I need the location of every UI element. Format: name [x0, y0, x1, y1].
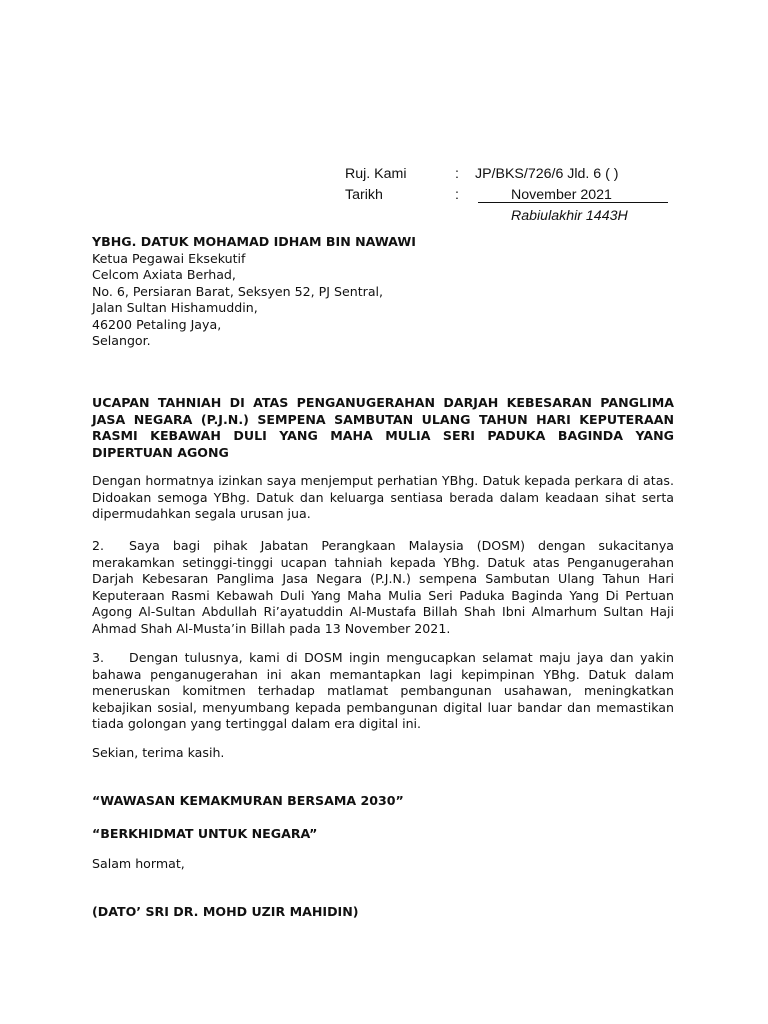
paragraph-number: 3.: [92, 650, 105, 665]
paragraph-line: Keputeraan Rasmi Kebawah Duli Yang Maha Mulia Seri Paduka Baginda Yang Di Pertuan: [92, 587, 674, 603]
paragraph-number: 2.: [92, 538, 105, 553]
paragraph-text: Dengan tulusnya, kami di DOSM ingin mengucapkan selamat maju jaya dan yakin: [129, 650, 674, 665]
salutation: Salam hormat,: [92, 856, 185, 871]
paragraph-line: Agong Al-Sultan Abdullah Ri’ayatuddin Al-Mustafa Billah Shah Ibni Almarhum Sultan Haji: [92, 604, 674, 619]
paragraph-line: tiada golongan yang tertinggal dalam era digital ini.: [92, 716, 422, 731]
paragraph-line: Ahmad Shah Al-Musta’in Billah pada 13 November 2021.: [92, 620, 451, 636]
paragraph-line: merakamkan setinggi-tinggi ucapan tahniah kepada YBhg. Datuk atas Penganugerahan: [92, 554, 674, 570]
paragraph-line: Darjah Kebesaran Panglima Jasa Negara (P.J.N.) sempena Sambutan Ulang Tahun Hari: [92, 571, 674, 586]
paragraph-3: [92, 650, 674, 733]
ref-label-tarikh: Tarikh: [345, 187, 383, 203]
recipient-block: [92, 234, 674, 350]
hijri-date: Rabiulakhir 1443H: [511, 208, 628, 224]
ref-value-tarikh: November 2021: [511, 187, 612, 203]
paragraph-line: Dengan hormatnya izinkan saya menjemput perhatian YBhg. Datuk kepada perkara di atas.: [92, 473, 674, 488]
paragraph-line: Didoakan semoga YBhg. Datuk dan keluarga sentiasa berada dalam keadaan sihat serta: [92, 489, 674, 505]
recipient-line: Celcom Axiata Berhad,: [92, 267, 236, 282]
recipient-line: No. 6, Persiaran Barat, Seksyen 52, PJ Sentral,: [92, 283, 384, 299]
paragraph-line: meneruskan komitmen terhadap matlamat pembangunan usahawan, meningkatkan: [92, 683, 674, 698]
paragraph-line: [92, 650, 674, 667]
motto-wawasan: “WAWASAN KEMAKMURAN BERSAMA 2030”: [92, 793, 404, 808]
paragraph-line: dipermudahkan segala urusan jua.: [92, 506, 311, 521]
signatory-name: (DATO’ SRI DR. MOHD UZIR MAHIDIN): [92, 904, 359, 919]
recipient-line: Ketua Pegawai Eksekutif: [92, 250, 246, 266]
motto-berkhidmat: “BERKHIDMAT UNTUK NEGARA”: [92, 826, 318, 841]
paragraph-line: [92, 538, 674, 555]
subject-line: UCAPAN TAHNIAH DI ATAS PENGANUGERAHAN DARJAH KEBESARAN PANGLIMA: [92, 395, 674, 410]
subject-heading: [92, 395, 674, 461]
ref-label-ruj: Ruj. Kami: [345, 166, 407, 182]
subject-line: RASMI KEBAWAH DULI YANG MAHA MULIA SERI PADUKA BAGINDA YANG: [92, 428, 674, 443]
recipient-line: Jalan Sultan Hishamuddin,: [92, 300, 258, 315]
recipient-line: 46200 Petaling Jaya,: [92, 316, 222, 332]
ref-value-ruj: JP/BKS/726/6 Jld. 6 ( ): [475, 166, 619, 182]
paragraph-line: kebajikan sosial, menyumbang kepada pembangunan digital luar bandar dan memastikan: [92, 699, 674, 715]
paragraph-2: [92, 538, 674, 637]
subject-line: JASA NEGARA (P.J.N.) SEMPENA SAMBUTAN ULANG TAHUN HARI KEPUTERAAN: [92, 411, 674, 427]
ref-colon-tarikh: :: [455, 187, 459, 203]
recipient-line: Selangor.: [92, 333, 151, 348]
paragraph-line: bahawa penganugerahan ini akan memantapkan lagi kepimpinan YBhg. Datuk dalam: [92, 666, 674, 682]
date-underline: [478, 202, 668, 203]
closing-text: Sekian, terima kasih.: [92, 745, 225, 760]
recipient-name: YBHG. DATUK MOHAMAD IDHAM BIN NAWAWI: [92, 234, 416, 249]
paragraph-text: Saya bagi pihak Jabatan Perangkaan Malaysia (DOSM) dengan sukacitanya: [129, 538, 674, 553]
ref-colon-ruj: :: [455, 166, 459, 182]
paragraph-1: [92, 473, 674, 523]
subject-line: DIPERTUAN AGONG: [92, 444, 229, 460]
